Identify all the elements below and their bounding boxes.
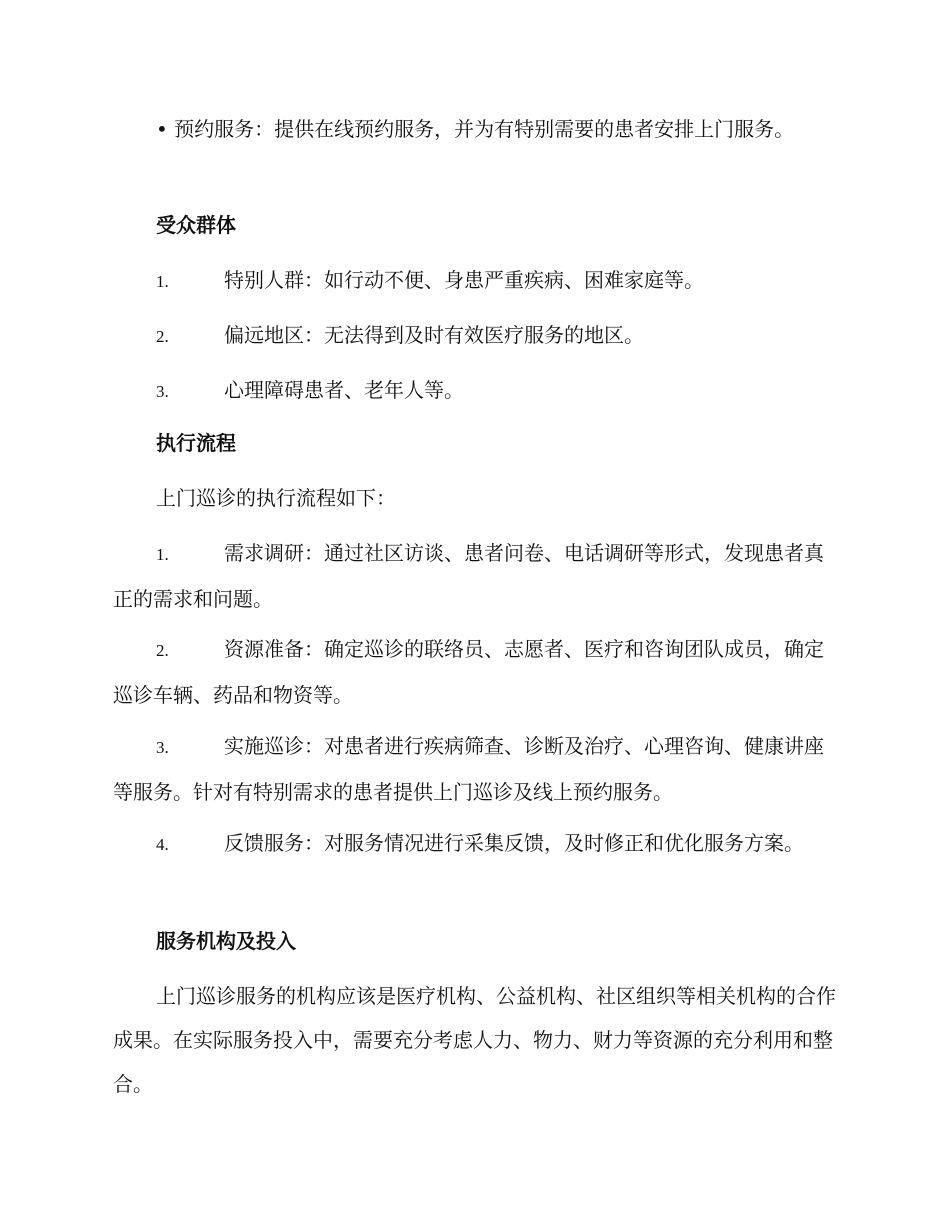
list-number: 2.	[156, 641, 169, 660]
list-item-text: 反馈服务：对服务情况进行采集反馈，及时修正和优化服务方案。	[224, 831, 804, 855]
list-item-text: 偏远地区：无法得到及时有效医疗服务的地区。	[224, 323, 644, 347]
audience-list-item	[113, 258, 837, 304]
process-intro-text: 上门巡诊的执行流程如下：	[156, 486, 396, 510]
list-number: 2.	[156, 327, 169, 346]
list-item-text: 资源准备：确定巡诊的联络员、志愿者、医疗和咨询团队成员，确定巡诊车辆、药品和物资等。	[113, 637, 824, 707]
list-item-text: 需求调研：通过社区访谈、患者问卷、电话调研等形式，发现患者真正的需求和问题。	[113, 541, 824, 611]
list-number: 4.	[156, 835, 169, 854]
process-list-item	[113, 724, 837, 814]
agencies-body-text: 上门巡诊服务的机构应该是医疗机构、公益机构、社区组织等相关机构的合作成果。在实际服务投入中，需要充分考虑人力、物力、财力等资源的充分利用和整合。	[113, 984, 836, 1096]
process-intro	[113, 476, 837, 520]
list-item-text: 实施巡诊：对患者进行疾病筛查、诊断及治疗、心理咨询、健康讲座等服务。针对有特别需求的患者提供上门巡诊及线上预约服务。	[113, 734, 824, 804]
list-number: 3.	[156, 382, 169, 401]
process-list-item	[113, 627, 837, 717]
list-number: 1.	[156, 545, 169, 564]
agencies-paragraph	[113, 974, 837, 1106]
service-bullet-paragraph	[113, 107, 837, 151]
service-bullet-text: • 预约服务：提供在线预约服务，并为有特别需要的患者安排上门服务。	[156, 117, 795, 141]
process-heading: 执行流程	[156, 431, 236, 455]
audience-list-item	[113, 368, 837, 414]
audience-heading: 受众群体	[156, 213, 236, 237]
agencies-heading: 服务机构及投入	[156, 929, 296, 953]
process-list-item	[113, 531, 837, 621]
process-list-item	[113, 821, 837, 867]
list-number: 1.	[156, 272, 169, 291]
list-number: 3.	[156, 738, 169, 757]
list-item-text: 心理障碍患者、老年人等。	[224, 378, 464, 402]
list-item-text: 特别人群：如行动不便、身患严重疾病、困难家庭等。	[224, 268, 704, 292]
audience-list-item	[113, 313, 837, 359]
